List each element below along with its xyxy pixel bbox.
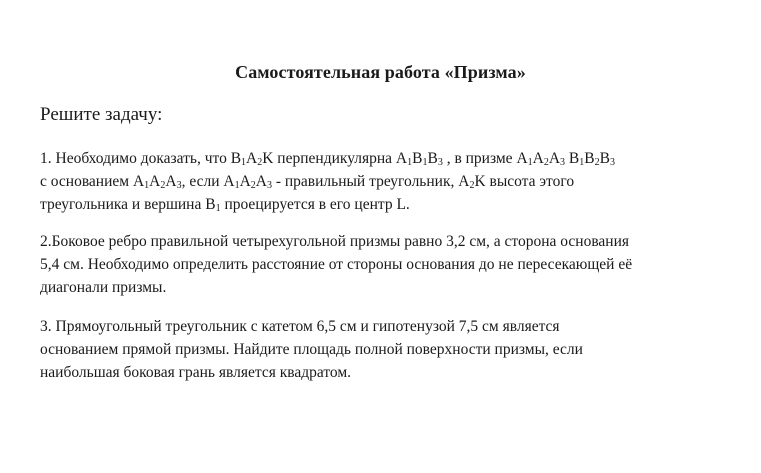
- task-1: [40, 147, 730, 216]
- task-3-line-3: наибольшая боковая грань является квадратом.: [40, 364, 352, 381]
- instruction-text: Решите задачу:: [40, 104, 163, 125]
- task-3-line-2: основанием прямой призмы. Найдите площадь полной поверхности призмы, если: [40, 341, 583, 358]
- task-2-line-1: 2.Боковое ребро правильной четырехугольной призмы равно 3,2 см, а сторона основания: [40, 233, 630, 250]
- task-2-line-2: 5,4 см. Необходимо определить расстояние от стороны основания до не пересекающей её: [40, 256, 633, 273]
- task-3-line-1: 3. Прямоугольный треугольник с катетом 6,5 см и гипотенузой 7,5 см является: [40, 318, 560, 335]
- task-2-line-3: диагонали призмы.: [40, 279, 167, 296]
- task-1-line-3: треугольника и вершина $B_1$ проецируется в его центр L.: [40, 196, 410, 214]
- task-2: [40, 230, 730, 299]
- task-1-line-2: с основанием $A_1A_2A_3$, если $A_1A_2A_3$ - правильный треугольник, $A_2K$ высота этого: [40, 173, 575, 191]
- task-1-line-1: 1. Необходимо доказать, что $B_1A_2K$ перпендикулярна $A_1B_1B_3$ , в призме $A_1A_2A_3$ $B_1B_2B_3$: [40, 150, 615, 168]
- task-3: [40, 315, 730, 384]
- document-title: Самостоятельная работа «Призма»: [235, 62, 526, 82]
